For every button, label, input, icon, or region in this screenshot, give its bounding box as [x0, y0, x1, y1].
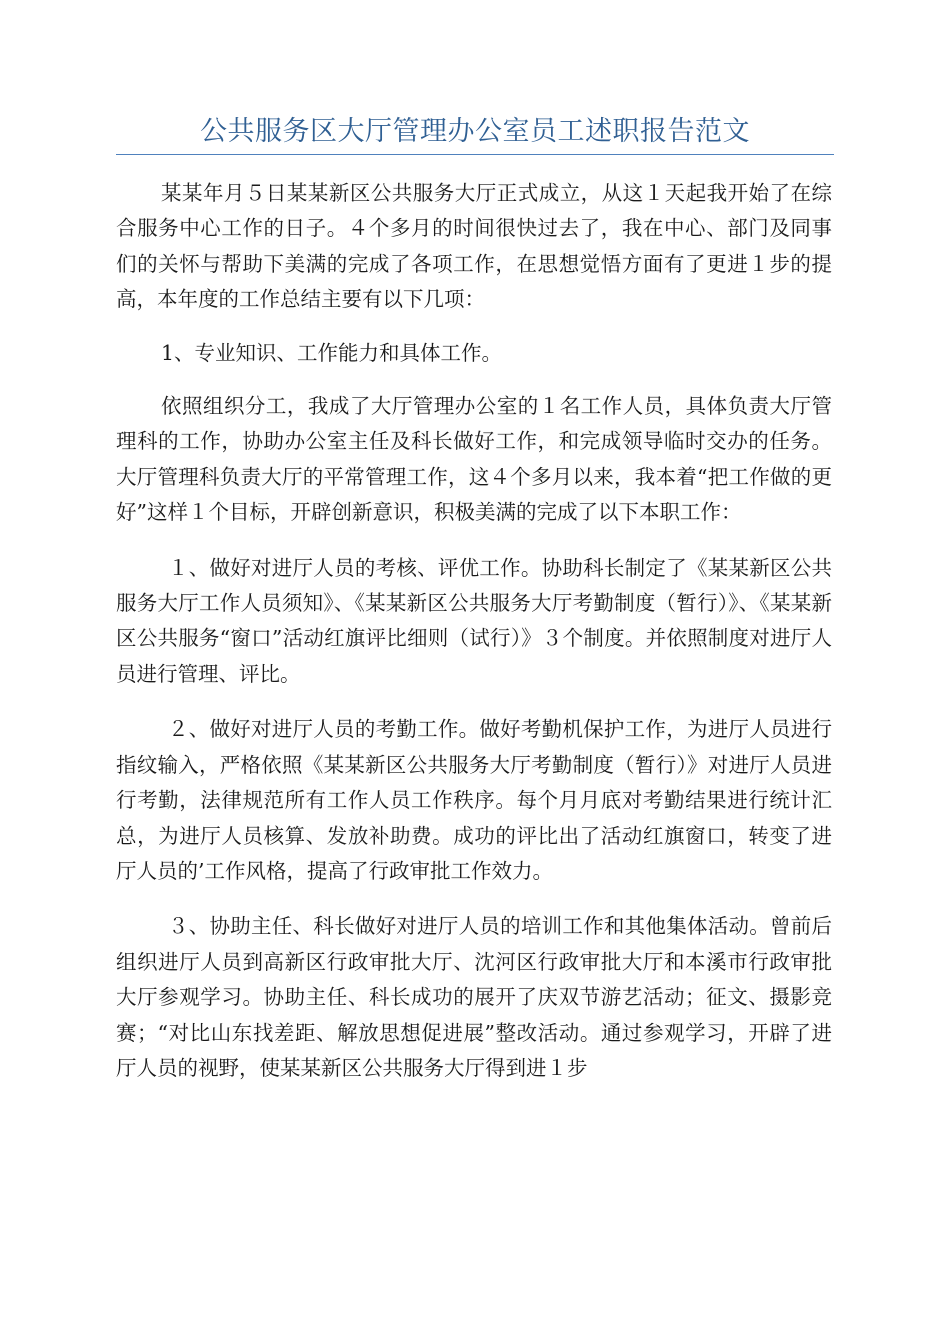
title-underline: [116, 154, 834, 155]
paragraph-item-1: １、做好对进厅人员的考核、评优工作。协助科长制定了《某某新区公共服务大厅工作人员须知》、《某某新区公共服务大厅考勤制度（暂行）》、《某某新区公共服务“窗口”活动红旗评比细则（试行）》３个制度。并依照制度对进厅人员进行管理、评比。: [116, 555, 832, 686]
paragraph-duties: 依照组织分工，我成了大厅管理办公室的１名工作人员，具体负责大厅管理科的工作，协助办公室主任及科长做好工作，和完成领导临时交办的任务。大厅管理科负责大厅的平常管理工作，这４个多月以来，我本着“把工作做的更好”这样１个目标，开辟创新意识，积极美满的完成了以下本职工作：: [116, 394, 832, 525]
paragraph-item-2: ２、做好对进厅人员的考勤工作。做好考勤机保护工作，为进厅人员进行指纹输入，严格依照《某某新区公共服务大厅考勤制度（暂行）》对进厅人员进行考勤，法律规范所有工作人员工作秩序。每个月月底对考勤结果进行统计汇总，为进厅人员核算、发放补助费。成功的评比出了活动红旗窗口，转变了进厅人员的’工作风格，提高了行政审批工作效力。: [116, 717, 832, 883]
document-title: 公共服务区大厅管理办公室员工述职报告范文: [200, 116, 750, 147]
document-body: [116, 176, 832, 1086]
paragraph-intro: 某某年月５日某某新区公共服务大厅正式成立，从这１天起我开始了在综合服务中心工作的日子。４个多月的时间很快过去了，我在中心、部门及同事们的关怀与帮助下美满的完成了各项工作，在思想觉悟方面有了更进１步的提高，本年度的工作总结主要有以下几项：: [116, 181, 832, 312]
paragraph-item-3: ３、协助主任、科长做好对进厅人员的培训工作和其他集体活动。曾前后组织进厅人员到高新区行政审批大厅、沈河区行政审批大厅和本溪市行政审批大厅参观学习。协助主任、科长成功的展开了庆双节游艺活动；征文、摄影竞赛；“对比山东找差距、解放思想促进展”整改活动。通过参观学习，开辟了进厅人员的视野，使某某新区公共服务大厅得到进１步: [116, 914, 832, 1080]
section-heading: 1、专业知识、工作能力和具体工作。: [161, 340, 503, 365]
